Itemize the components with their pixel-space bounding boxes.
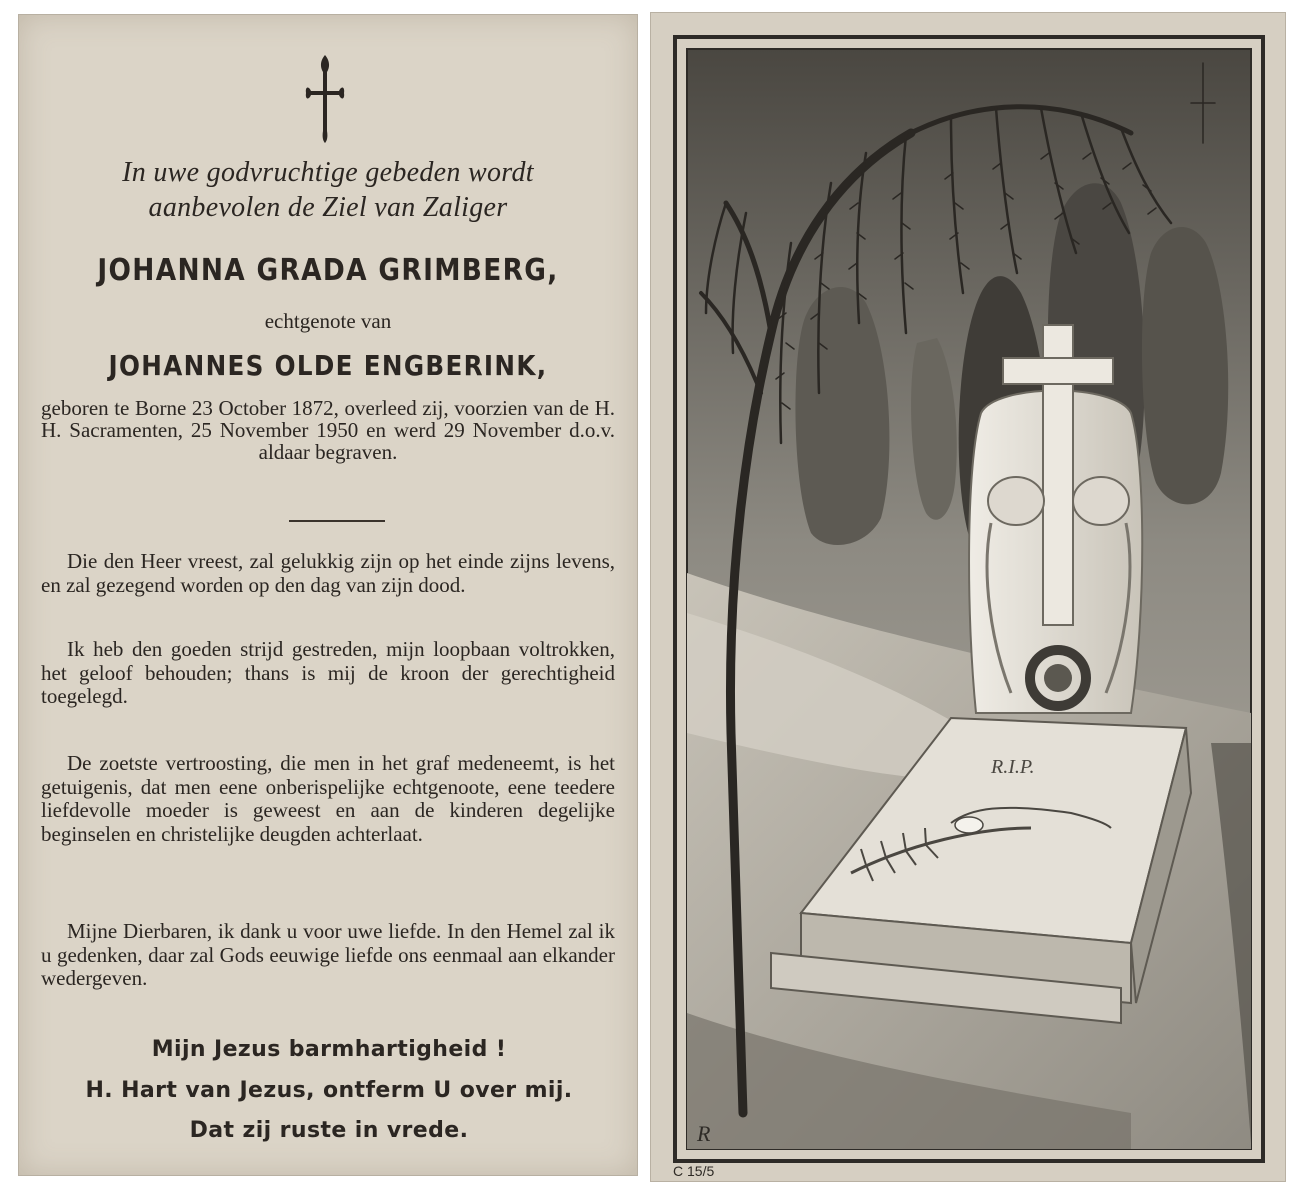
divider-line: [289, 520, 385, 522]
prayer-line-3: Dat zij ruste in vrede.: [189, 1118, 469, 1143]
prayer-line-1: Mijn Jezus barmhartigheid !: [151, 1037, 507, 1062]
intro-text: [41, 155, 615, 225]
memorial-illustration-card: [650, 12, 1286, 1182]
deceased-name: JOHANNA GRADA GRIMBERG,: [97, 253, 559, 288]
verse-text-1: Die den Heer vreest, zal gelukkig zijn op het einde zijns levens, en zal gezegend worden op den dag van zijn dood.: [41, 549, 615, 597]
verse-text-3: De zoetste vertroosting, die men in het graf medeneemt, is het getuigenis, dat men eene onberispelijke echtgenoote, eene teedere liefdevolle moeder is geweest en aan de kinderen degelijke beginselen en christelijke deugden achterlaat.: [41, 751, 615, 846]
intro-line-2: aanbevolen de Ziel van Zaliger: [148, 192, 508, 223]
intro-line-1: In uwe godvruchtige gebeden wordt: [122, 157, 534, 188]
verse-paragraph-1: [41, 550, 615, 597]
spouse-name: JOHANNES OLDE ENGBERINK,: [108, 349, 548, 382]
prayer-line-2: H. Hart van Jezus, ontferm U over mij.: [85, 1078, 573, 1103]
verse-text-2: Ik heb den goeden strijd gestreden, mijn loopbaan voltrokken, het geloof behouden; thans is mij de kroon der gerechtigheid toegelegd.: [41, 637, 615, 708]
cross-icon: [305, 53, 345, 145]
card-code: C 15/5: [673, 1163, 715, 1179]
verse-paragraph-2: [41, 638, 615, 709]
artist-mark: R: [697, 1121, 711, 1146]
birth-death-details: geboren te Borne 23 October 1872, overleed zij, voorzien van de H. H. Sacramenten, 25 November 1950 en werd 29 November d.o.v. aldaar begraven.: [41, 396, 615, 464]
verse-paragraph-3: [41, 752, 615, 846]
verse-paragraph-4: [41, 920, 615, 991]
spouse-label: echtgenote van: [264, 309, 392, 333]
verse-text-4: Mijne Dierbaren, ik dank u voor uwe liefde. In den Hemel zal ik u gedenken, daar zal Gods eeuwige liefde ons eenmaal aan elkander wedergeven.: [41, 919, 615, 990]
memorial-text-card: [18, 14, 638, 1176]
grave-illustration: [651, 13, 1287, 1183]
grave-inscription: R.I.P.: [991, 756, 1035, 778]
